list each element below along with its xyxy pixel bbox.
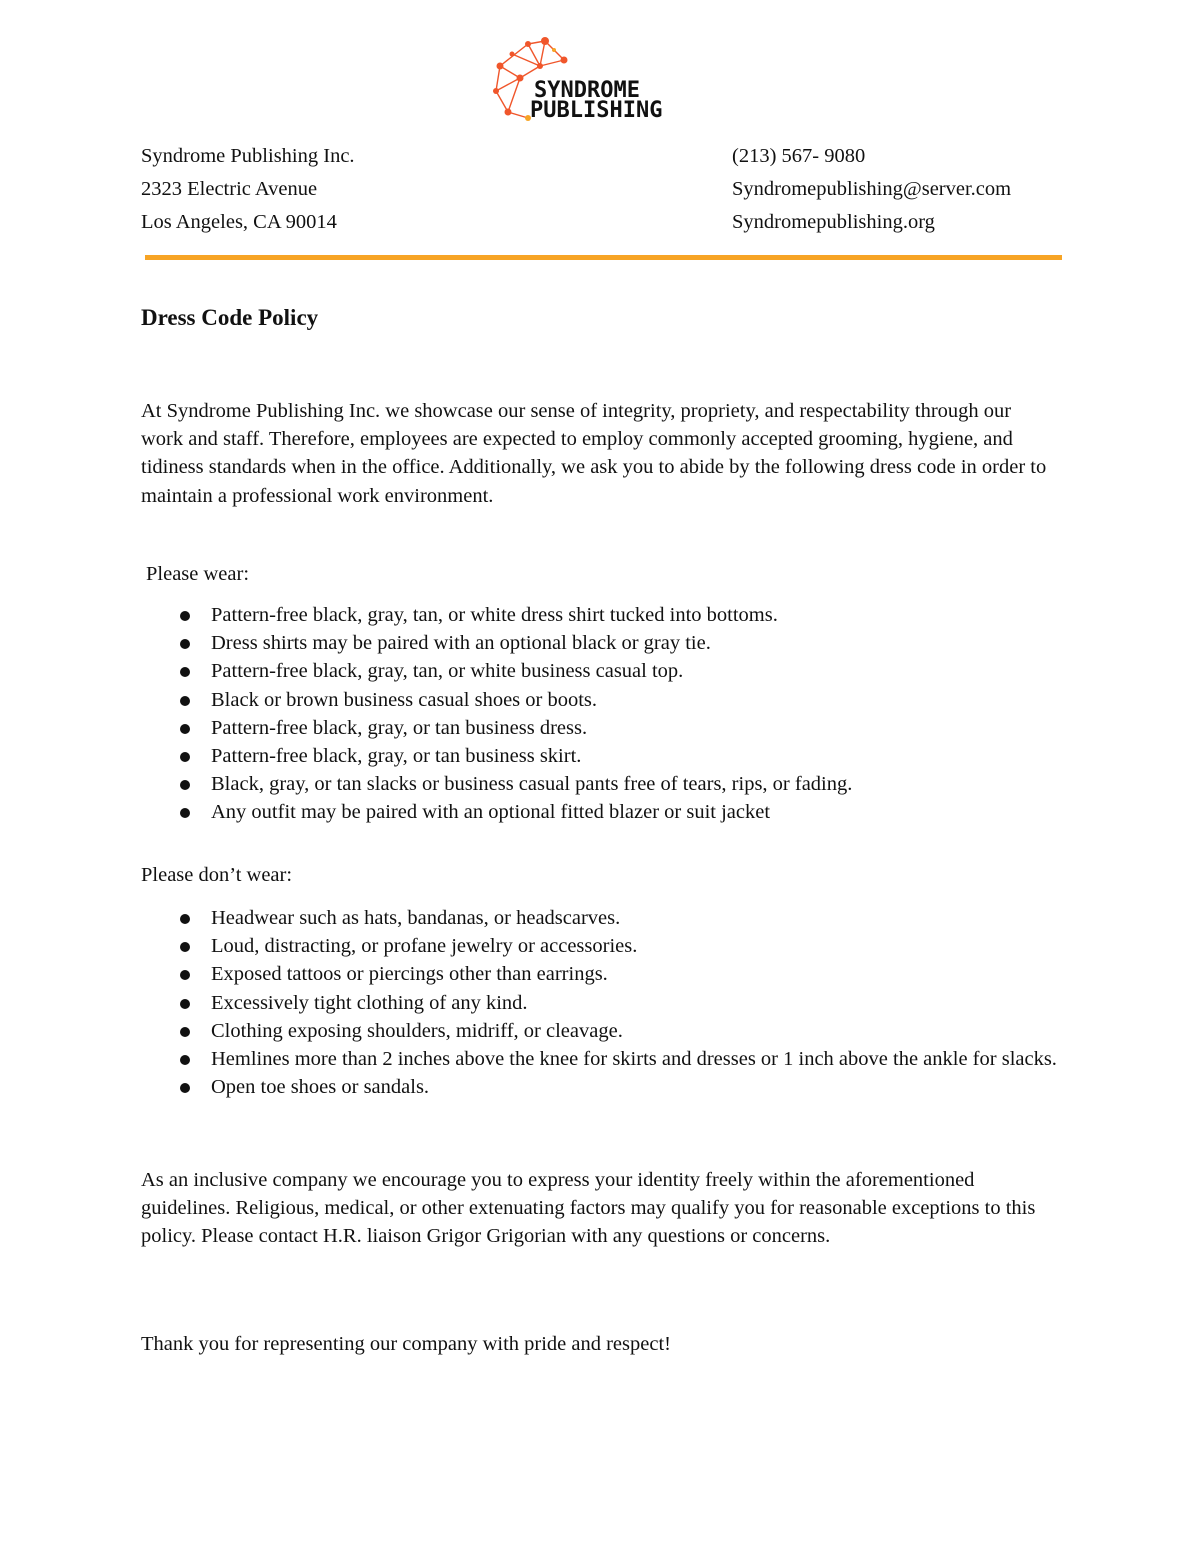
- bullet-icon: [180, 752, 190, 762]
- list-item: [178, 657, 1058, 685]
- email-address: Syndromepublishing@server.com: [732, 178, 1012, 200]
- intro-paragraph: At Syndrome Publishing Inc. we showcase our sense of integrity, propriety, and respectability through our work and staff. Therefore, employees are expected to employ commonly accepted grooming, hygiene, and tidiness standards when in the office. Additionally, we ask you to abide by the following dress code in order to maintain a professional work environment.: [141, 400, 1047, 507]
- list-item-text: Loud, distracting, or profane jewelry or accessories.: [211, 935, 638, 958]
- list-item-text: Exposed tattoos or piercings other than earrings.: [211, 963, 608, 986]
- city-address: Los Angeles, CA 90014: [141, 211, 337, 233]
- list-item: [178, 1045, 1058, 1073]
- wear-list: [178, 601, 1058, 827]
- list-item: [178, 601, 1058, 629]
- list-item-text: Black or brown business casual shoes or boots.: [211, 688, 598, 711]
- bullet-icon: [180, 696, 190, 706]
- list-item: [178, 742, 1058, 770]
- list-item: [178, 904, 1058, 932]
- list-item-text: Black, gray, or tan slacks or business casual pants free of tears, rips, or fading.: [211, 773, 853, 796]
- document-title: Dress Code Policy: [141, 305, 319, 330]
- list-item: [178, 932, 1058, 960]
- list-item-text: Pattern-free black, gray, tan, or white business casual top.: [211, 660, 684, 683]
- bullet-icon: [180, 1055, 190, 1065]
- logo-wordmark-top: SYNDROME: [534, 78, 640, 103]
- company-name: Syndrome Publishing Inc.: [141, 145, 355, 167]
- list-item-text: Pattern-free black, gray, or tan business dress.: [211, 716, 588, 739]
- bullet-icon: [180, 1083, 190, 1093]
- bullet-icon: [180, 999, 190, 1009]
- phone-number: (213) 567- 9080: [732, 145, 866, 167]
- bullet-icon: [180, 780, 190, 790]
- bullet-icon: [180, 970, 190, 980]
- list-item: [178, 1073, 1058, 1101]
- list-item-text: Any outfit may be paired with an optional fitted blazer or suit jacket: [211, 801, 771, 824]
- list-item-text: Clothing exposing shoulders, midriff, or cleavage.: [211, 1019, 623, 1042]
- header-divider: [145, 255, 1062, 260]
- list-item: [178, 770, 1058, 798]
- list-item: [178, 629, 1058, 657]
- bullet-icon: [180, 914, 190, 924]
- list-item-text: Dress shirts may be paired with an optional black or gray tie.: [211, 632, 711, 655]
- dont-wear-section-label: Please don’t wear:: [141, 864, 293, 886]
- dont-wear-list: [178, 904, 1058, 1101]
- bullet-icon: [180, 808, 190, 818]
- company-address-block: [141, 140, 355, 239]
- company-contact-block: [732, 140, 1011, 239]
- list-item: [178, 960, 1058, 988]
- logo-wordmark-bottom: PUBLISHING: [530, 98, 663, 123]
- closing-paragraph: As an inclusive company we encourage you to express your identity freely within the aforementioned guidelines. Religious, medical, or other extenuating factors may qualify you for reasonable exceptions to this policy. Please contact H.R. liaison Grigor Grigorian with any questions or concerns.: [141, 1169, 1036, 1248]
- list-item-text: Headwear such as hats, bandanas, or headscarves.: [211, 907, 621, 929]
- list-item: [178, 686, 1058, 714]
- list-item: [178, 798, 1058, 826]
- bullet-icon: [180, 639, 190, 649]
- list-item-text: Hemlines more than 2 inches above the knee for skirts and dresses or 1 inch above the ankle for slacks.: [211, 1048, 1057, 1071]
- list-item: [178, 1017, 1058, 1045]
- thank-you-line: Thank you for representing our company with pride and respect!: [141, 1333, 671, 1355]
- bullet-icon: [180, 942, 190, 952]
- street-address: 2323 Electric Avenue: [141, 178, 318, 200]
- bullet-icon: [180, 667, 190, 677]
- list-item: [178, 714, 1058, 742]
- list-item-text: Pattern-free black, gray, tan, or white dress shirt tucked into bottoms.: [211, 604, 778, 626]
- bullet-icon: [180, 611, 190, 621]
- bullet-icon: [180, 1027, 190, 1037]
- list-item-text: Pattern-free black, gray, or tan business skirt.: [211, 745, 582, 768]
- wear-section-label: Please wear:: [146, 563, 250, 585]
- list-item-text: Open toe shoes or sandals.: [211, 1076, 430, 1099]
- list-item: [178, 989, 1058, 1017]
- list-item-text: Excessively tight clothing of any kind.: [211, 991, 528, 1014]
- company-logo: [490, 36, 715, 128]
- website: Syndromepublishing.org: [732, 211, 935, 233]
- bullet-icon: [180, 724, 190, 734]
